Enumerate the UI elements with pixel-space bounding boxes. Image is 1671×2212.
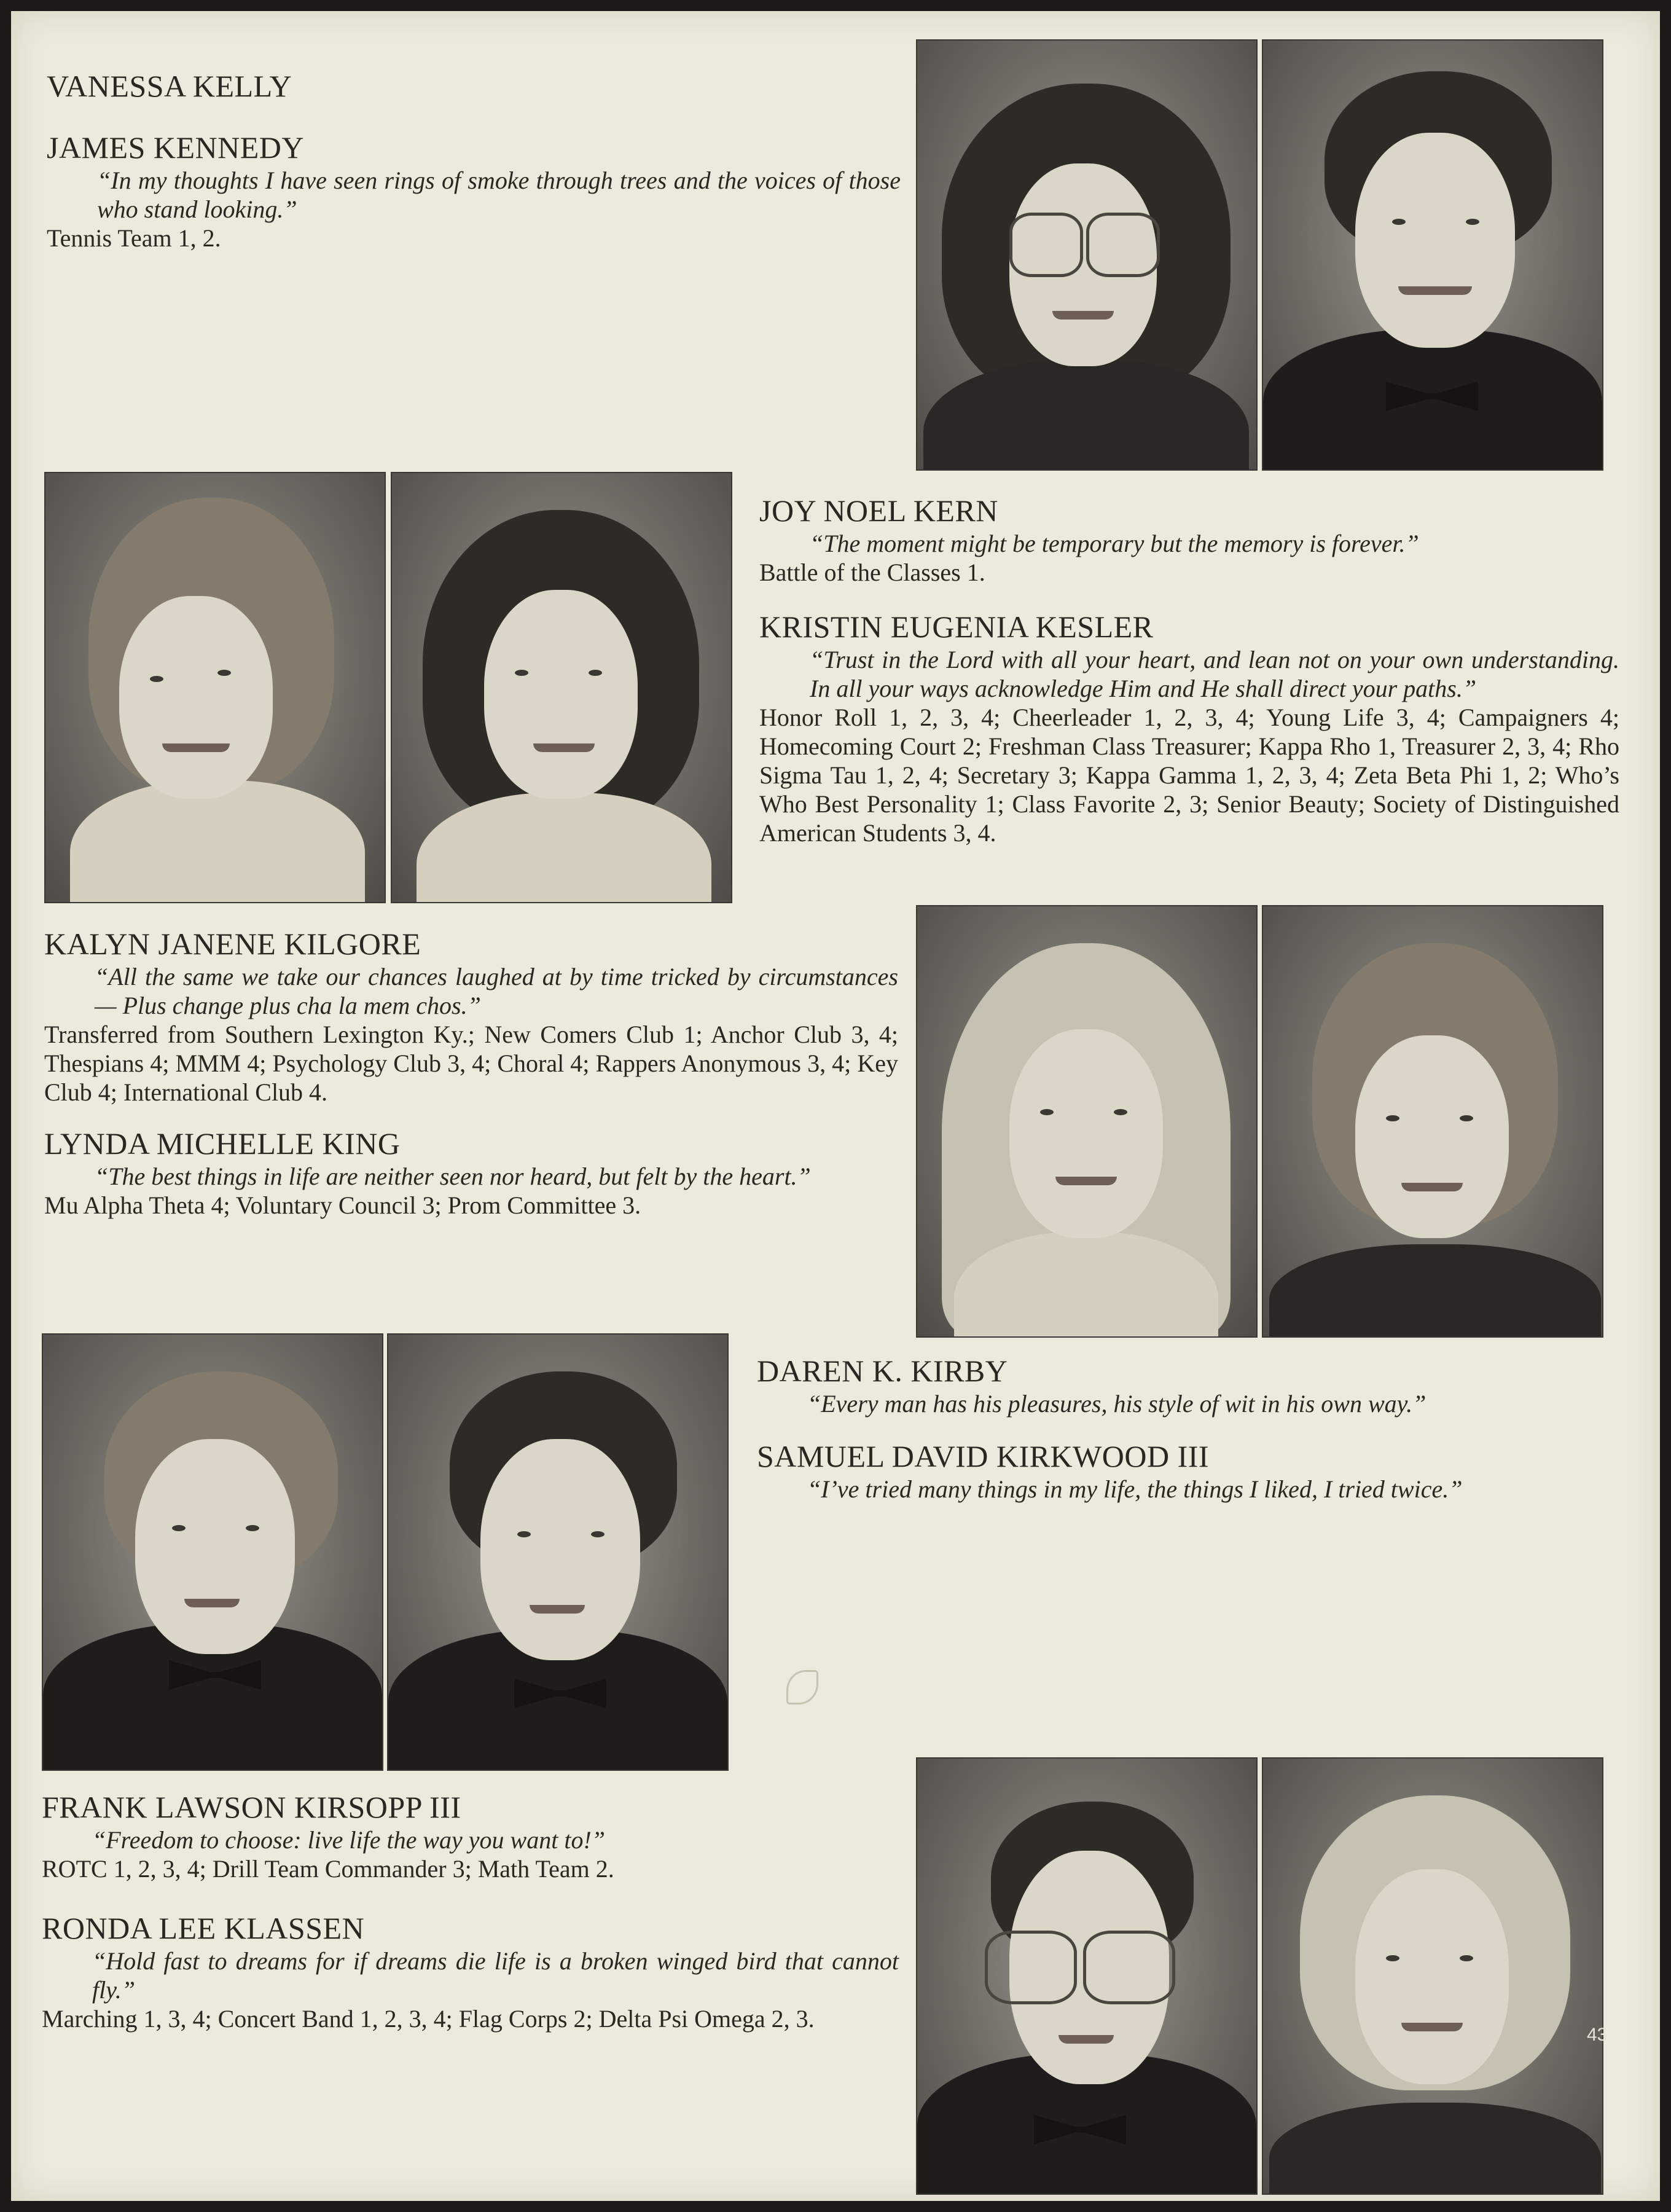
yearbook-page: [11, 11, 1660, 2201]
student-activities: Honor Roll 1, 2, 3, 4; Cheerleader 1, 2, 3, 4; Young Life 3, 4; Campaigners 4; Homecoming Court 2; Freshman Class Treasurer; Kappa Rho 1, Treasurer 2, 3, 4; Rho Sigma Tau 1, 2, 4; Secretary 3; Kappa Gamma 1, 2, 3, 4; Zeta Beta Phi 1, 2; Who’s Who Best Personality 1; Class Favorite 2, 3; Senior Beauty; Society of Distinguished American Students 3, 4.: [759, 704, 1619, 847]
leaf-icon: [786, 1670, 818, 1704]
student-quote: “Freedom to choose: live life the way you want to!”: [92, 1826, 606, 1854]
student-quote: “The moment might be temporary but the memory is forever.”: [810, 530, 1419, 557]
portrait-ronda-klassen: [1262, 1757, 1603, 2195]
student-quote: “The best things in life are neither seen nor heard, but felt by the heart.”: [95, 1163, 811, 1190]
student-quote: “Trust in the Lord with all your heart, and lean not on your own understanding. In all your ways acknowledge Him and He shall direct your paths.”: [810, 646, 1619, 702]
portrait-kalyn-kilgore: [916, 905, 1258, 1338]
student-name: FRANK LAWSON KIRSOPP III: [42, 1790, 461, 1824]
student-name: VANESSA KELLY: [47, 69, 292, 103]
entry-james-kennedy: [47, 129, 901, 253]
entry-samuel-kirkwood: [757, 1438, 1617, 1504]
student-quote: “In my thoughts I have seen rings of smoke through trees and the voices of those who stand looking.”: [97, 167, 901, 223]
portrait-vanessa-kelly: [916, 39, 1258, 471]
entry-joy-noel-kern: [759, 492, 1619, 587]
portrait-frank-kirsopp: [916, 1757, 1258, 2195]
student-activities: Marching 1, 3, 4; Concert Band 1, 2, 3, 4; Flag Corps 2; Delta Psi Omega 2, 3.: [42, 2005, 815, 2033]
entry-lynda-king: [44, 1125, 898, 1220]
student-activities: ROTC 1, 2, 3, 4; Drill Team Commander 3; Math Team 2.: [42, 1855, 614, 1883]
student-activities: Mu Alpha Theta 4; Voluntary Council 3; Prom Committee 3.: [44, 1191, 641, 1219]
student-quote: “Every man has his pleasures, his style of wit in his own way.”: [807, 1390, 1426, 1418]
student-name: JAMES KENNEDY: [47, 130, 304, 165]
student-quote: “I’ve tried many things in my life, the things I liked, I tried twice.”: [807, 1475, 1463, 1503]
student-activities: Tennis Team 1, 2.: [47, 224, 221, 252]
student-name: KALYN JANENE KILGORE: [44, 927, 421, 961]
portrait-james-kennedy: [1262, 39, 1603, 471]
student-quote: “Hold fast to dreams for if dreams die life is a broken winged bird that cannot fly.”: [92, 1947, 899, 2004]
portrait-kristin-kesler: [391, 472, 732, 903]
entry-frank-kirsopp: [42, 1789, 899, 1883]
portrait-samuel-kirkwood: [387, 1333, 729, 1771]
portrait-joy-noel-kern: [44, 472, 386, 903]
student-name: JOY NOEL KERN: [759, 493, 998, 528]
student-name: SAMUEL DAVID KIRKWOOD III: [757, 1439, 1210, 1473]
entry-vanessa-kelly: [47, 68, 901, 104]
student-quote: “All the same we take our chances laughed at by time tricked by circumstances — Plus change plus cha la mem chos.”: [95, 963, 898, 1019]
entry-kristin-kesler: [759, 608, 1619, 847]
student-activities: Battle of the Classes 1.: [759, 559, 985, 586]
portrait-lynda-king: [1262, 905, 1603, 1338]
student-activities: Transferred from Southern Lexington Ky.; New Comers Club 1; Anchor Club 3, 4; Thespians 4; MMM 4; Psychology Club 3, 4; Choral 4; Rappers Anonymous 3, 4; Key Club 4; International Club 4.: [44, 1021, 898, 1106]
student-name: RONDA LEE KLASSEN: [42, 1911, 365, 1945]
entry-ronda-klassen: [42, 1910, 899, 2033]
portrait-daren-kirby: [42, 1333, 383, 1771]
student-name: KRISTIN EUGENIA KESLER: [759, 610, 1154, 644]
entry-kalyn-kilgore: [44, 925, 898, 1107]
page-number: 43: [1587, 2025, 1608, 2045]
entry-daren-kirby: [757, 1352, 1617, 1418]
student-name: DAREN K. KIRBY: [757, 1354, 1008, 1388]
student-name: LYNDA MICHELLE KING: [44, 1126, 401, 1161]
